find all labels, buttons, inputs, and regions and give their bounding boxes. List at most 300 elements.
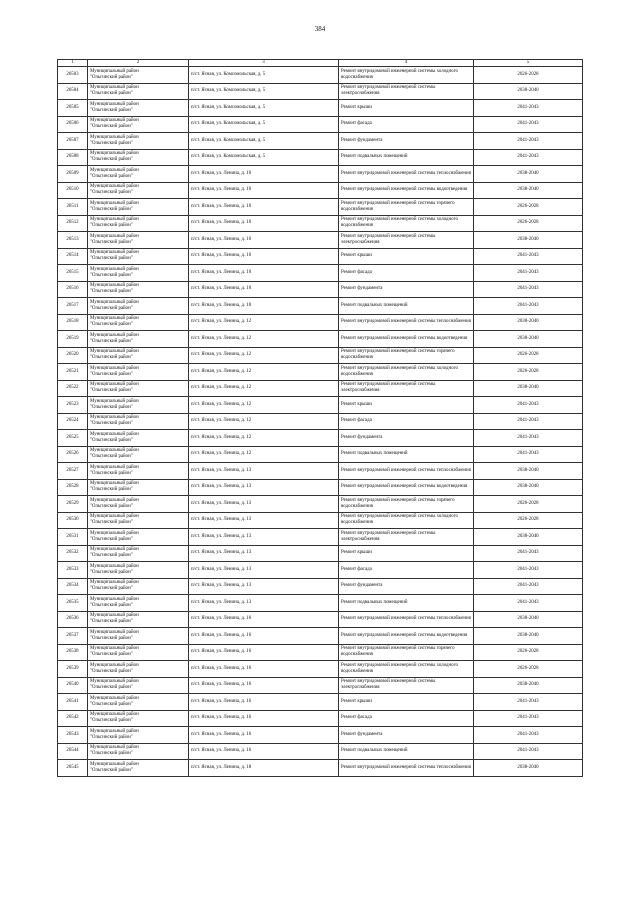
header-row [58,60,583,67]
work-type-cell: Ремонт внутридомовой инженерной системы водоотведения [339,628,474,645]
municipality-cell [88,578,189,595]
municipality-line-2: "Ольгинский район" [90,652,133,658]
address-cell: п/ст. Ясная, ул. Комсомольская, д. 5 [189,83,339,100]
table-row [58,397,583,414]
municipality-line-2: "Ольгинский район" [90,718,133,724]
table-row [58,314,583,331]
address-cell: п/ст. Ясная, ул. Ленина, д. 16 [189,611,339,628]
address-cell: п/ст. Ясная, ул. Комсомольская, д. 5 [189,149,339,166]
work-type-cell: Ремонт подвальных помещений [339,298,474,315]
municipality-line-1: Муниципальный район [90,580,139,586]
municipality-cell [88,743,189,760]
municipality-line-1: Муниципальный район [90,200,139,206]
row-number: 26507 [58,133,88,150]
municipality-line-2: "Ольгинский район" [90,404,133,410]
row-number: 26536 [58,611,88,628]
table-row [58,562,583,579]
row-number: 26510 [58,182,88,199]
municipality-cell [88,298,189,315]
municipality-line-1: Муниципальный район [90,250,139,256]
municipality-cell [88,430,189,447]
column-header-3: 3 [189,60,339,67]
municipality-line-2: "Ольгинский район" [90,371,133,377]
period-cell: 2026-2028 [474,644,583,661]
table-row [58,199,583,216]
work-type-cell: Ремонт фундамента [339,281,474,298]
row-number: 26503 [58,67,88,84]
municipality-cell [88,463,189,480]
table-row [58,430,583,447]
municipality-line-2: "Ольгинский район" [90,157,133,163]
municipality-cell [88,677,189,694]
municipality-line-1: Муниципальный район [90,151,139,157]
municipality-line-1: Муниципальный район [90,431,139,437]
municipality-line-2: "Ольгинский район" [90,520,133,526]
row-number: 26514 [58,248,88,265]
work-type-cell: Ремонт внутридомовой инженерной системы водоотведения [339,182,474,199]
period-cell: 2041-2043 [474,727,583,744]
table-row [58,215,583,232]
work-type-cell: Ремонт фасада [339,562,474,579]
municipality-line-1: Муниципальный район [90,712,139,718]
table-row [58,611,583,628]
municipality-line-2: "Ольгинский район" [90,239,133,245]
address-cell: п/ст. Ясная, ул. Комсомольская, д. 5 [189,116,339,133]
table-row [58,496,583,513]
municipality-line-1: Муниципальный район [90,233,139,239]
municipality-line-2: "Ольгинский район" [90,668,133,674]
municipality-line-2: "Ольгинский район" [90,470,133,476]
address-cell: п/ст. Ясная, ул. Комсомольская, д. 5 [189,67,339,84]
row-number: 26518 [58,314,88,331]
municipality-line-1: Муниципальный район [90,679,139,685]
municipality-cell [88,83,189,100]
address-cell: п/ст. Ясная, ул. Ленина, д. 10 [189,248,339,265]
municipality-line-2: "Ольгинский район" [90,751,133,757]
period-cell: 2041-2043 [474,100,583,117]
table-row [58,677,583,694]
row-number: 26538 [58,644,88,661]
work-type-cell: Ремонт подвальных помещений [339,446,474,463]
municipality-cell [88,182,189,199]
period-cell: 2041-2043 [474,562,583,579]
address-cell: п/ст. Ясная, ул. Комсомольская, д. 5 [189,100,339,117]
municipality-cell [88,760,189,777]
municipality-cell [88,710,189,727]
period-cell: 2026-2028 [474,661,583,678]
row-number: 26525 [58,430,88,447]
municipality-line-2: "Ольгинский район" [90,272,133,278]
municipality-line-2: "Ольгинский район" [90,487,133,493]
row-number: 26528 [58,479,88,496]
work-type-cell: Ремонт подвальных помещений [339,595,474,612]
row-number: 26523 [58,397,88,414]
row-number: 26530 [58,512,88,529]
address-cell: п/ст. Ясная, ул. Ленина, д. 16 [189,644,339,661]
municipality-cell [88,364,189,381]
period-cell: 2041-2043 [474,743,583,760]
period-cell: 2038-2040 [474,331,583,348]
address-cell: п/ст. Ясная, ул. Ленина, д. 12 [189,397,339,414]
period-cell: 2041-2043 [474,298,583,315]
municipality-line-1: Муниципальный район [90,448,139,454]
period-cell: 2041-2043 [474,116,583,133]
table-row [58,479,583,496]
address-cell: п/ст. Ясная, ул. Ленина, д. 12 [189,413,339,430]
address-cell: п/ст. Ясная, ул. Ленина, д. 16 [189,677,339,694]
row-number: 26535 [58,595,88,612]
work-type-cell: Ремонт внутридомовой инженерной системы электроснабжения [339,232,474,249]
municipality-line-2: "Ольгинский район" [90,734,133,740]
municipality-line-2: "Ольгинский район" [90,223,133,229]
period-cell: 2038-2040 [474,677,583,694]
address-cell: п/ст. Ясная, ул. Ленина, д. 12 [189,347,339,364]
period-cell: 2026-2028 [474,67,583,84]
municipality-cell [88,694,189,711]
work-type-cell: Ремонт фасада [339,116,474,133]
work-type-cell: Ремонт фундамента [339,578,474,595]
municipality-cell [88,166,189,183]
row-number: 26542 [58,710,88,727]
work-type-cell: Ремонт внутридомовой инженерной системы холодного водоснабжения [339,661,474,678]
work-type-cell: Ремонт подвальных помещений [339,149,474,166]
municipality-line-1: Муниципальный район [90,382,139,388]
work-type-cell: Ремонт крыши [339,397,474,414]
period-cell: 2041-2043 [474,281,583,298]
work-type-cell: Ремонт внутридомовой инженерной системы теплоснабжения [339,463,474,480]
municipality-cell [88,347,189,364]
table-row [58,380,583,397]
period-cell: 2041-2043 [474,578,583,595]
row-number: 26506 [58,116,88,133]
municipality-line-1: Муниципальный район [90,167,139,173]
table-row [58,67,583,84]
municipality-line-2: "Ольгинский район" [90,322,133,328]
address-cell: п/ст. Ясная, ул. Ленина, д. 10 [189,265,339,282]
municipality-line-2: "Ольгинский район" [90,124,133,130]
municipality-cell [88,512,189,529]
table-row [58,413,583,430]
address-cell: п/ст. Ясная, ул. Ленина, д. 13 [189,578,339,595]
table-body [58,67,583,777]
municipality-line-2: "Ольгинский район" [90,503,133,509]
row-number: 26533 [58,562,88,579]
municipality-cell [88,67,189,84]
municipality-cell [88,199,189,216]
municipality-line-2: "Ольгинский район" [90,619,133,625]
municipality-line-1: Муниципальный район [90,415,139,421]
address-cell: п/ст. Ясная, ул. Ленина, д. 10 [189,281,339,298]
work-type-cell: Ремонт внутридомовой инженерной системы теплоснабжения [339,314,474,331]
address-cell: п/ст. Ясная, ул. Ленина, д. 10 [189,298,339,315]
municipality-cell [88,413,189,430]
table-row [58,529,583,546]
row-number: 26531 [58,529,88,546]
period-cell: 2038-2040 [474,628,583,645]
work-type-cell: Ремонт крыши [339,694,474,711]
table-row [58,331,583,348]
row-number: 26541 [58,694,88,711]
municipality-cell [88,133,189,150]
table-row [58,644,583,661]
table-row [58,149,583,166]
municipality-line-2: "Ольгинский район" [90,140,133,146]
municipality-line-1: Муниципальный район [90,266,139,272]
municipality-line-2: "Ольгинский район" [90,685,133,691]
municipality-line-2: "Ольгинский район" [90,91,133,97]
work-type-cell: Ремонт внутридомовой инженерной системы электроснабжения [339,529,474,546]
table-row [58,347,583,364]
period-cell: 2026-2028 [474,512,583,529]
period-cell: 2026-2028 [474,347,583,364]
municipality-line-2: "Ольгинский район" [90,437,133,443]
work-type-cell: Ремонт внутридомовой инженерной системы горячего водоснабжения [339,199,474,216]
address-cell: п/ст. Ясная, ул. Ленина, д. 16 [189,727,339,744]
municipality-line-1: Муниципальный район [90,530,139,536]
municipality-line-1: Муниципальный район [90,596,139,602]
municipality-cell [88,215,189,232]
address-cell: п/ст. Ясная, ул. Ленина, д. 13 [189,545,339,562]
row-number: 26508 [58,149,88,166]
address-cell: п/ст. Ясная, ул. Ленина, д. 10 [189,199,339,216]
table-row [58,83,583,100]
municipality-line-2: "Ольгинский район" [90,553,133,559]
municipality-line-1: Муниципальный район [90,695,139,701]
work-type-cell: Ремонт внутридомовой инженерной системы горячего водоснабжения [339,496,474,513]
municipality-line-1: Муниципальный район [90,134,139,140]
municipality-line-1: Муниципальный район [90,464,139,470]
table-row [58,628,583,645]
municipality-line-2: "Ольгинский район" [90,635,133,641]
municipality-line-1: Муниципальный район [90,497,139,503]
work-type-cell: Ремонт внутридомовой инженерной системы электроснабжения [339,83,474,100]
address-cell: п/ст. Ясная, ул. Комсомольская, д. 5 [189,133,339,150]
municipality-line-1: Муниципальный район [90,349,139,355]
municipality-line-1: Муниципальный район [90,629,139,635]
address-cell: п/ст. Ясная, ул. Ленина, д. 12 [189,430,339,447]
municipality-cell [88,248,189,265]
column-header-5: 5 [474,60,583,67]
address-cell: п/ст. Ясная, ул. Ленина, д. 16 [189,628,339,645]
table-row [58,512,583,529]
municipality-line-1: Муниципальный район [90,646,139,652]
municipality-line-2: "Ольгинский район" [90,173,133,179]
municipality-line-2: "Ольгинский район" [90,586,133,592]
municipality-line-2: "Ольгинский район" [90,454,133,460]
municipality-line-1: Муниципальный район [90,613,139,619]
row-number: 26520 [58,347,88,364]
municipality-line-1: Муниципальный район [90,398,139,404]
row-number: 26515 [58,265,88,282]
table-row [58,463,583,480]
table-header [58,60,583,67]
row-number: 26509 [58,166,88,183]
period-cell: 2026-2028 [474,364,583,381]
table-row [58,182,583,199]
period-cell: 2026-2028 [474,215,583,232]
municipality-cell [88,116,189,133]
table-row [58,116,583,133]
row-number: 26522 [58,380,88,397]
municipality-line-1: Муниципальный район [90,101,139,107]
municipality-line-1: Муниципальный район [90,299,139,305]
municipality-cell [88,545,189,562]
row-number: 26544 [58,743,88,760]
table-row [58,166,583,183]
address-cell: п/ст. Ясная, ул. Ленина, д. 10 [189,166,339,183]
municipality-line-1: Муниципальный район [90,118,139,124]
address-cell: п/ст. Ясная, ул. Ленина, д. 13 [189,496,339,513]
municipality-line-1: Муниципальный район [90,85,139,91]
municipality-line-2: "Ольгинский район" [90,701,133,707]
row-number: 26527 [58,463,88,480]
address-cell: п/ст. Ясная, ул. Ленина, д. 12 [189,314,339,331]
municipality-cell [88,727,189,744]
municipality-line-2: "Ольгинский район" [90,767,133,773]
municipality-line-1: Муниципальный район [90,217,139,223]
row-number: 26521 [58,364,88,381]
municipality-line-2: "Ольгинский район" [90,602,133,608]
address-cell: п/ст. Ясная, ул. Ленина, д. 16 [189,661,339,678]
row-number: 26540 [58,677,88,694]
table-row [58,446,583,463]
work-type-cell: Ремонт крыши [339,248,474,265]
work-type-cell: Ремонт внутридомовой инженерной системы холодного водоснабжения [339,364,474,381]
municipality-line-2: "Ольгинский район" [90,289,133,295]
work-type-cell: Ремонт внутридомовой инженерной системы горячего водоснабжения [339,644,474,661]
row-number: 26504 [58,83,88,100]
municipality-cell [88,661,189,678]
address-cell: п/ст. Ясная, ул. Ленина, д. 12 [189,331,339,348]
municipality-line-2: "Ольгинский район" [90,206,133,212]
work-type-cell: Ремонт крыши [339,100,474,117]
row-number: 26516 [58,281,88,298]
period-cell: 2038-2040 [474,380,583,397]
work-type-cell: Ремонт фасада [339,413,474,430]
work-type-cell: Ремонт внутридомовой инженерной системы теплоснабжения [339,611,474,628]
period-cell: 2026-2028 [474,496,583,513]
work-type-cell: Ремонт внутридомовой инженерной системы электроснабжения [339,380,474,397]
row-number: 26539 [58,661,88,678]
municipality-cell [88,149,189,166]
row-number: 26524 [58,413,88,430]
table-row [58,281,583,298]
period-cell: 2038-2040 [474,314,583,331]
row-number: 26512 [58,215,88,232]
address-cell: п/ст. Ясная, ул. Ленина, д. 18 [189,760,339,777]
municipality-line-1: Муниципальный район [90,745,139,751]
municipality-cell [88,628,189,645]
municipality-cell [88,265,189,282]
municipality-cell [88,446,189,463]
municipality-line-2: "Ольгинский район" [90,536,133,542]
column-header-1: 1 [58,60,88,67]
municipality-line-1: Муниципальный район [90,547,139,553]
row-number: 26517 [58,298,88,315]
municipality-line-2: "Ольгинский район" [90,305,133,311]
municipality-line-1: Муниципальный район [90,332,139,338]
address-cell: п/ст. Ясная, ул. Ленина, д. 10 [189,215,339,232]
municipality-line-2: "Ольгинский район" [90,338,133,344]
table-row [58,578,583,595]
column-header-4: 4 [339,60,474,67]
municipality-line-1: Муниципальный район [90,662,139,668]
column-header-2: 2 [88,60,189,67]
work-type-cell: Ремонт фасада [339,265,474,282]
work-type-cell: Ремонт фасада [339,710,474,727]
table-row [58,727,583,744]
period-cell: 2038-2040 [474,166,583,183]
row-number: 26537 [58,628,88,645]
municipality-line-1: Муниципальный район [90,761,139,767]
municipality-cell [88,380,189,397]
municipality-line-2: "Ольгинский район" [90,421,133,427]
municipality-line-1: Муниципальный район [90,68,139,74]
address-cell: п/ст. Ясная, ул. Ленина, д. 10 [189,232,339,249]
address-cell: п/ст. Ясная, ул. Ленина, д. 16 [189,710,339,727]
municipality-cell [88,314,189,331]
work-type-cell: Ремонт фундамента [339,430,474,447]
address-cell: п/ст. Ясная, ул. Ленина, д. 12 [189,364,339,381]
table-row [58,364,583,381]
municipality-line-1: Муниципальный район [90,563,139,569]
row-number: 26545 [58,760,88,777]
work-type-cell: Ремонт фундамента [339,727,474,744]
table-row [58,595,583,612]
work-type-cell: Ремонт внутридомовой инженерной системы водоотведения [339,331,474,348]
period-cell: 2038-2040 [474,611,583,628]
work-type-cell: Ремонт внутридомовой инженерной системы холодного водоснабжения [339,215,474,232]
table-row [58,232,583,249]
address-cell: п/ст. Ясная, ул. Ленина, д. 12 [189,446,339,463]
row-number: 26513 [58,232,88,249]
period-cell: 2038-2040 [474,529,583,546]
period-cell: 2041-2043 [474,149,583,166]
municipality-cell [88,562,189,579]
period-cell: 2041-2043 [474,265,583,282]
municipality-cell [88,397,189,414]
table-row [58,298,583,315]
table-row [58,694,583,711]
period-cell: 2041-2043 [474,413,583,430]
address-cell: п/ст. Ясная, ул. Ленина, д. 13 [189,595,339,612]
municipality-line-2: "Ольгинский район" [90,569,133,575]
work-type-cell: Ремонт крыши [339,545,474,562]
municipality-line-2: "Ольгинский район" [90,190,133,196]
table-row [58,743,583,760]
row-number: 26519 [58,331,88,348]
table-row [58,710,583,727]
work-type-cell: Ремонт внутридомовой инженерной системы горячего водоснабжения [339,347,474,364]
work-type-cell: Ремонт внутридомовой инженерной системы холодного водоснабжения [339,67,474,84]
municipality-line-1: Муниципальный район [90,514,139,520]
row-number: 26543 [58,727,88,744]
municipality-cell [88,644,189,661]
table-row [58,248,583,265]
work-type-cell: Ремонт подвальных помещений [339,743,474,760]
period-cell: 2038-2040 [474,232,583,249]
table-row [58,760,583,777]
period-cell: 2038-2040 [474,463,583,480]
period-cell: 2041-2043 [474,694,583,711]
work-type-cell: Ремонт внутридомовой инженерной системы электроснабжения [339,677,474,694]
table-row [58,661,583,678]
address-cell: п/ст. Ясная, ул. Ленина, д. 16 [189,694,339,711]
period-cell: 2041-2043 [474,397,583,414]
period-cell: 2041-2043 [474,430,583,447]
work-type-cell: Ремонт внутридомовой инженерной системы водоотведения [339,479,474,496]
municipality-line-1: Муниципальный район [90,481,139,487]
